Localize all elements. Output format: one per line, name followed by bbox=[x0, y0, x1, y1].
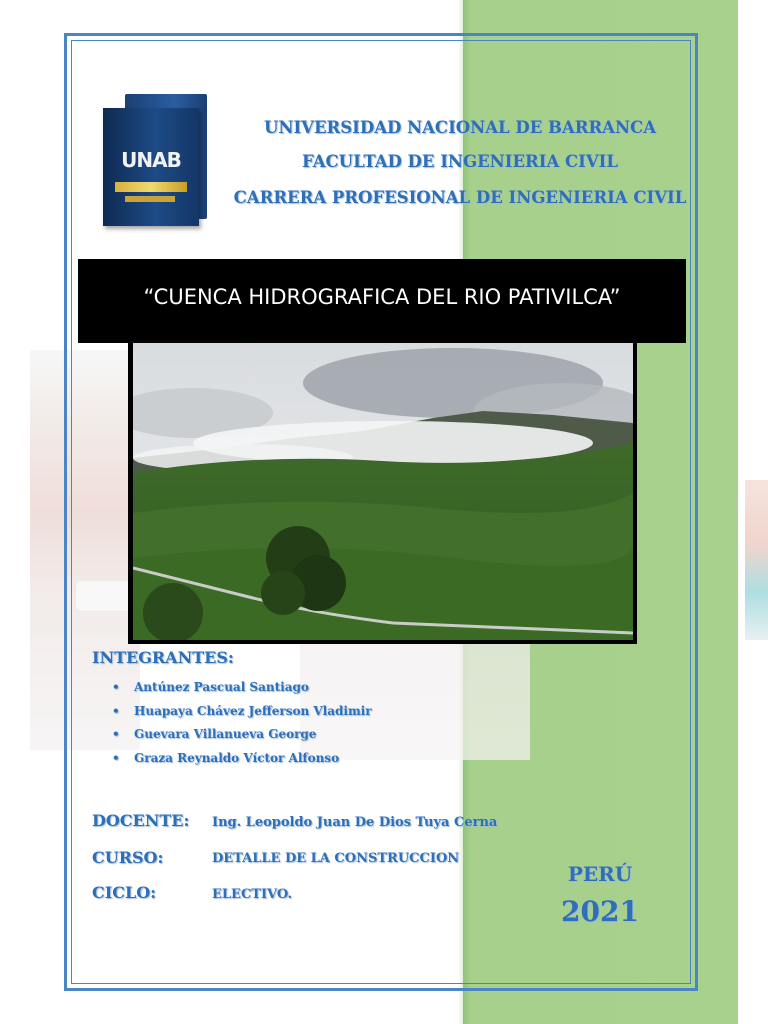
list-item bbox=[112, 727, 372, 751]
title-banner bbox=[78, 259, 686, 343]
river-basin-photo bbox=[128, 343, 637, 644]
logo-book-front bbox=[103, 108, 199, 226]
logo-gold-stripe bbox=[115, 182, 187, 192]
bullet-icon: • bbox=[112, 703, 120, 718]
background-photo-right bbox=[745, 480, 768, 640]
list-item bbox=[112, 751, 372, 775]
cycle-value: ELECTIVO. bbox=[212, 887, 293, 902]
course-label: CURSO: bbox=[92, 848, 164, 867]
members-heading: INTEGRANTES: bbox=[92, 648, 234, 667]
members-list bbox=[112, 680, 372, 774]
list-item bbox=[112, 704, 372, 728]
logo-text: UNAB bbox=[121, 148, 181, 172]
bullet-icon: • bbox=[112, 680, 120, 694]
list-item bbox=[112, 680, 372, 704]
faculty-name: FACULTAD DE INGENIERIA CIVIL bbox=[302, 152, 618, 171]
teacher-value: Ing. Leopoldo Juan De Dios Tuya Cerna bbox=[212, 815, 498, 830]
logo-gold-stripe-small bbox=[125, 196, 175, 202]
country: PERÚ bbox=[567, 862, 633, 886]
teacher-label: DOCENTE: bbox=[92, 811, 190, 830]
landscape-image bbox=[133, 343, 633, 640]
member-name: Guevara Villanueva George bbox=[134, 727, 317, 741]
course-value: DETALLE DE LA CONSTRUCCION bbox=[212, 851, 460, 866]
year: 2021 bbox=[561, 895, 639, 928]
bullet-icon: • bbox=[112, 727, 120, 741]
career-name: CARRERA PROFESIONAL DE INGENIERIA CIVIL bbox=[233, 188, 687, 207]
bullet-icon: • bbox=[112, 750, 120, 765]
university-logo bbox=[103, 94, 213, 234]
university-name: UNIVERSIDAD NACIONAL DE BARRANCA bbox=[263, 118, 657, 137]
member-name: Antúnez Pascual Santiago bbox=[134, 680, 309, 694]
member-name: Huapaya Chávez Jefferson Vladimir bbox=[134, 703, 372, 718]
member-name: Graza Reynaldo Víctor Alfonso bbox=[134, 750, 340, 765]
document-title: “CUENCA HIDROGRAFICA DEL RIO PATIVILCA” bbox=[143, 285, 621, 309]
cycle-label: CICLO: bbox=[92, 883, 157, 902]
